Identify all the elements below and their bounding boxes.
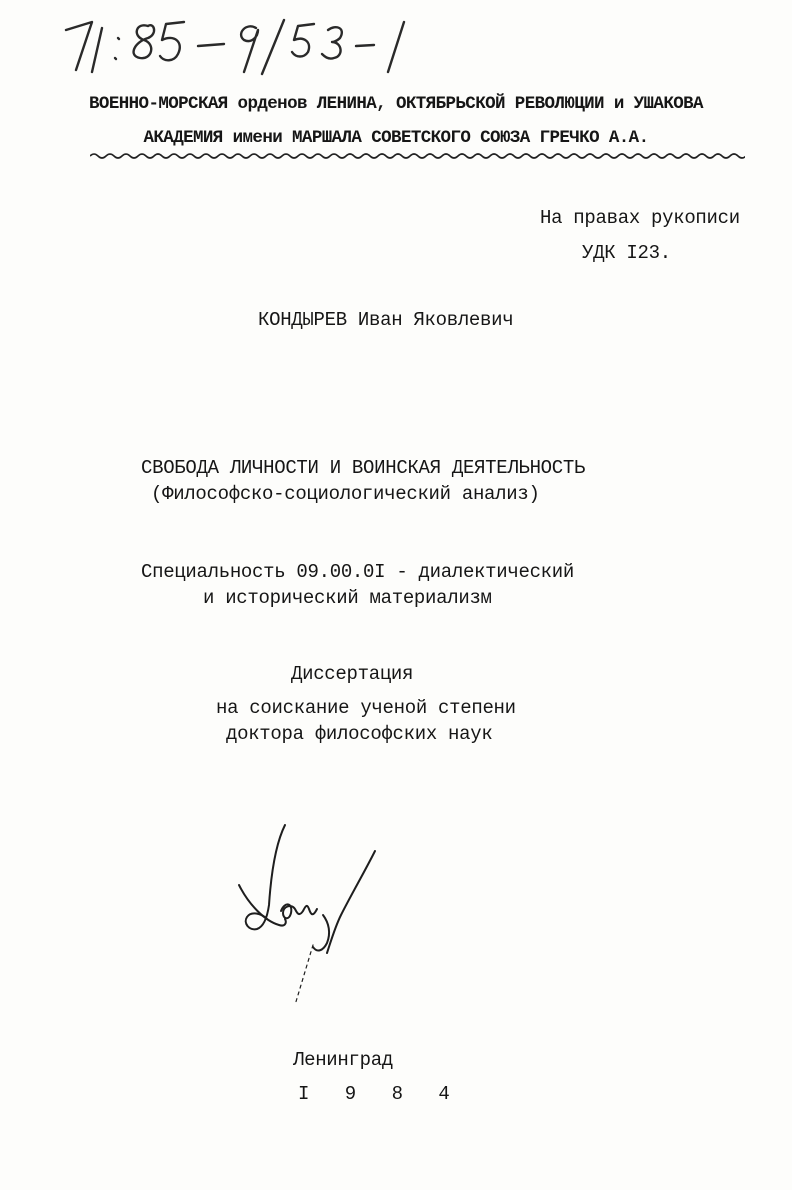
udk-code: УДК I23. [582, 242, 671, 264]
specialty-line-2: и исторический материализм [203, 587, 492, 609]
author-signature [225, 815, 390, 1015]
institution-line-1: ВОЕННО-МОРСКАЯ орденов ЛЕНИНА, ОКТЯБРЬСКОЙ РЕВОЛЮЦИИ и УШАКОВА [89, 94, 703, 114]
institution-line-2: АКАДЕМИЯ имени МАРШАЛА СОВЕТСКОГО СОЮЗА ГРЕЧКО А.А. [143, 128, 649, 148]
city-name: Ленинград [293, 1049, 393, 1071]
wavy-separator-line [90, 150, 745, 162]
degree-line-1: на соискание ученой степени [216, 697, 516, 719]
handwritten-catalog-number [52, 8, 432, 78]
author-name: КОНДЫРЕВ Иван Яковлевич [258, 309, 514, 331]
dissertation-title: СВОБОДА ЛИЧНОСТИ И ВОИНСКАЯ ДЕЯТЕЛЬНОСТЬ [141, 457, 586, 479]
specialty-line-1: Специальность 09.00.0I - диалектический [141, 561, 574, 583]
degree-line-2: доктора философских наук [226, 723, 493, 745]
publication-year: I 9 8 4 [298, 1083, 462, 1105]
manuscript-rights-label: На правах рукописи [540, 207, 740, 229]
dissertation-label: Диссертация [291, 663, 414, 685]
dissertation-subtitle: (Философско-социологический анализ) [151, 483, 540, 505]
